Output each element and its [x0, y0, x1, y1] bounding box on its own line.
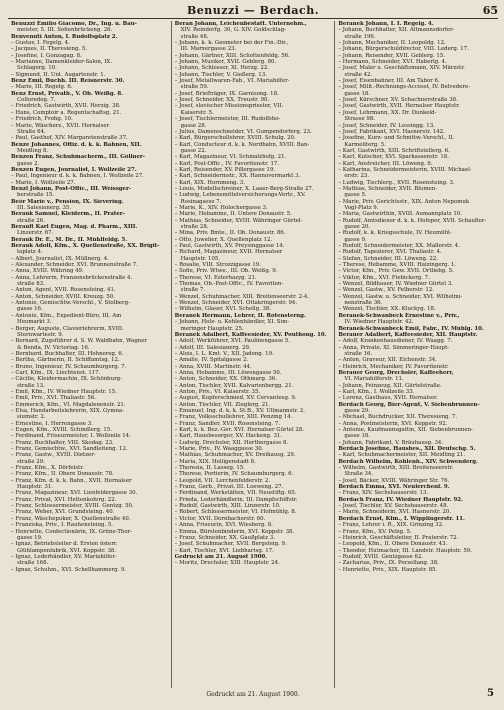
- directory-entry: Meidling 8.: [17, 147, 49, 154]
- directory-entry: – Johann, Fabrikant, V. Bräuhausg. 34.: [338, 439, 444, 446]
- directory-entry: straße 28.: [180, 224, 209, 230]
- directory-entry: Benuzzi Emilio Giacomo, Dr., Ing. u. Bau-: [11, 21, 137, 27]
- directory-entry: – Wenzel, Schneider, XVI. Ottakringerstr. 94.: [174, 300, 298, 307]
- directory-entry: – Leopold, VII. Lerchenfelderstr. 2.: [174, 477, 271, 484]
- directory-entry: – Anton, Agent, XVII. Rosensteing. 41.: [11, 287, 116, 294]
- directory-entry: Strasse 98.: [344, 116, 376, 123]
- directory-entry: – Anna, Postmeisterin, XVI. Koppstr. 92.: [338, 420, 448, 427]
- page-footer: [8, 688, 498, 700]
- directory-entry: – Zacharias, Priv., IX. Porzellang. 38.: [338, 560, 439, 567]
- directory-entry: – Marie, Schneiderin, XVI. Hasnerstr. 20.: [338, 509, 451, 516]
- directory-entry: – Josef, Eisenbahner, III. Am Tabor 6.: [338, 78, 440, 85]
- directory-entry: – Sofie, Priv. Wtwe., III. Ob. Weißg. 9.: [174, 268, 278, 275]
- directory-entry: – Wilhelm, Glaser, XVI. Schellg. 38.: [174, 306, 272, 313]
- directory-entry: gasse 2.: [17, 160, 40, 167]
- directory-entry: – Paul, Gasthof, XIV. Margaretenstraße 37.: [11, 135, 128, 142]
- directory-entry: – Anna, XVIII. Währing 49.: [11, 268, 84, 275]
- directory-entry: – Marie, Priv., IV. Waaggasse 30.: [174, 446, 264, 453]
- directory-entry: Berauk Adolf, Kfm., X. Quellenstraße, XX. Brigit-: [11, 243, 160, 250]
- directory-entry: – Marie, Hebamme, II. Untere Donaustr. 5.: [174, 211, 292, 218]
- directory-entry: berstraße 15.: [17, 192, 55, 199]
- directory-entry: – Anna, Lehrerin, Franzensbrückenstraße 4.: [11, 274, 133, 281]
- directory-entry: Berauer Adalbert, Kaffeesieder, XII. Hauptstr.: [338, 331, 478, 338]
- directory-entry: – Josef, Milit.-Rechnungs-Accesst, IV. Belvedere-: [338, 84, 471, 91]
- directory-entry: – Alexander, Schneider, XVI. Brunnenstraße 7.: [11, 262, 138, 269]
- signature-mark: 5: [487, 688, 494, 699]
- directory-entry: Berdach Josefine, Hausbes., XII. Deutschg. 5.: [338, 446, 476, 453]
- column-3: [334, 21, 498, 688]
- directory-entry: Heumarkt 3.: [17, 319, 52, 326]
- directory-entry: Colloredog. 7.: [17, 97, 56, 104]
- directory-entry: – Amalie, IV. Spitalgasse 2.: [174, 357, 249, 364]
- directory-entry: – Johann, Gärtner, XIII. Schottenfeldg. 56.: [174, 52, 290, 59]
- directory-entry: – Franz, Schneider, XX. Gaußplatz 3.: [174, 534, 275, 541]
- directory-entry: – Adolf, III. Salesianerg. 29.: [174, 344, 251, 351]
- directory-entry: – Anton, Schneider, XVIII. Kreuzg. 50.: [11, 293, 115, 300]
- directory-entry: – Rudolf, Amtsdiener d. k. k. Hofoper, XVII. Schaufler-: [338, 217, 487, 224]
- directory-entry: – Emil, Kfm., IV. Wiedner Hauptstr. 15.: [11, 388, 117, 395]
- directory-entry: straße 59.: [180, 84, 209, 91]
- page-number: 65: [482, 4, 498, 17]
- directory-entry: – Marie, III. Regelg. 6.: [11, 84, 73, 91]
- directory-entry: – Karl, Anstreicher, III. Löweng. 6.: [338, 160, 433, 167]
- directory-entry: – Josef, Schneider, XX. Treustr. 90.: [174, 97, 270, 104]
- directory-entry: gasse 19.: [17, 534, 43, 541]
- column-1: [8, 21, 171, 688]
- directory-entry: – Franz, Lehrer i. R., XIX. Grinzing 32.: [338, 522, 444, 529]
- directory-entry: – Karl, Conducteur d. k. k. Nordbahn, XVIII. Ban-: [174, 141, 310, 148]
- directory-entry: – Josef, Bäcker, XVIII. Währinger Str. 76.: [338, 477, 450, 484]
- directory-entry: Linzerstr. 67.: [17, 230, 54, 237]
- directory-entry: – Antonie, Gemischtw.-Verschl., V. Stolberg-: [11, 300, 130, 307]
- directory-entry: – Franz, Privat, XVI. Hettenkoferg. 22.: [11, 496, 117, 503]
- directory-entry: – Franz, Magazineur, XVI. Lienfeldergasse 30.: [11, 490, 138, 497]
- directory-entry: – Bertha, Gärtnerin, II. Schiffamtsg. 12.: [11, 357, 120, 364]
- directory-entry: – Franz, Gerb., Privat. III. Loeweng. 27.: [174, 484, 284, 491]
- directory-entry: – Franz, XIV. Sechshauserstr. 13.: [338, 490, 429, 497]
- directory-entry: Berdach Emma, XVI. Neulerchenf. 9.: [338, 484, 450, 491]
- directory-entry: straße 16.: [344, 350, 373, 357]
- directory-entry: – Josefine, Kurz- und Schnittw.-Verschl., II.: [338, 135, 455, 142]
- directory-entry: – Bernard, Zugsführer d. S. W. Waldbahn, Wagner: [11, 338, 148, 345]
- directory-entry: gasse 16.: [17, 306, 43, 313]
- directory-entry: – Rosalie, VIII. Strozzigasse 19.: [174, 262, 261, 269]
- directory-entry: – Albert, Journalist, IX. Müllnerg. 4.: [11, 255, 109, 262]
- directory-entry: straße 26.: [17, 217, 45, 224]
- directory-entry: – Johann, Musiker, XVII. Geblerg. 80.: [174, 59, 277, 66]
- directory-entry: meringer Hauptstr. 25.: [180, 325, 244, 332]
- directory-entry: – Marianne, Damenkleider-Salon, IX.: [11, 59, 112, 66]
- directory-entry: – Julius, Damenschneider, VI. Gumpendorferg. 23.: [174, 128, 312, 135]
- directory-entry: Hauptstr. 105.: [180, 255, 221, 262]
- directory-entry: – Lorenz, Gasthaus, XVII. Hernalser.: [338, 395, 438, 402]
- directory-entry: III. Salesianerg. 35.: [17, 204, 72, 211]
- page-header: [8, 4, 498, 19]
- directory-entry: – Thomas, Ob.-Post-Offic., IV. Favoriten-: [174, 281, 284, 288]
- directory-entry: Berdach Wilhelm, Kohlenh., XIV. Schwenderg.: [338, 458, 478, 465]
- directory-entry: – Ignaz, Betriebsleiter d. Ersten österr.: [11, 541, 118, 548]
- directory-entry: – Friedrich, Frohg. 10.: [11, 116, 73, 123]
- directory-entry: – Ignaz, Lederhändler, XV. Mariahilfer-: [11, 553, 117, 560]
- running-title: Benuzzi — Berdach.: [186, 4, 320, 17]
- directory-entry: straße 168.: [17, 560, 49, 567]
- directory-entry: – Carl, Kfm., IX. Liechtenst. 117.: [11, 369, 101, 376]
- directory-entry: – Anton, Priv., VI. Kaiserstr. 35.: [174, 388, 261, 395]
- directory-entry: – Josef, Tischlermeister, III. Rudolfsho-: [174, 116, 281, 123]
- directory-entry: – Michael, Buchdrucker, XII. Theresieng. 7.: [338, 414, 458, 421]
- directory-entry: gasse 28.: [180, 122, 207, 129]
- directory-entry: Vogl-Platz 9.: [344, 204, 379, 211]
- directory-entry: – Marie, Wäscherz., XVII. Hernalser: [11, 122, 110, 129]
- directory-entry: straße 7.: [180, 287, 206, 294]
- directory-entry: – Hermann, Schneider, XVI. Haberlg. 4.: [338, 59, 447, 66]
- directory-entry: – Karl, XIX. Hornmeng. 3.: [174, 179, 246, 186]
- directory-entry: – Antonie, Kfm., Expedient-Büro, III. Am: [11, 312, 122, 319]
- directory-entry: Berdach Franz, IV. Wiedner Hauptstr. 92.: [338, 496, 463, 503]
- directory-entry: gasse 29.: [344, 407, 371, 414]
- directory-entry: – Jacques, II. Theresieng. 5.: [11, 46, 87, 53]
- directory-entry: – Johann, Tischler, V. Gießerg. 13.: [174, 71, 267, 78]
- print-date: Gedruckt am 21. August 1900.: [206, 691, 300, 698]
- directory-entry: – Josef, Tischler, XV. Sechshauserstr. 48.: [338, 503, 449, 510]
- directory-entry: XIV. Reindorfg. 30, G. XIV. Goldschlag-: [180, 27, 286, 34]
- directory-entry: – Paul, Gastwirth, XV. Preysinggasse 14.: [174, 243, 285, 250]
- directory-entry: – Johann, Holz- u. Kohlenhändler, XI. Sim-: [174, 319, 290, 326]
- directory-entry: Benzen Eugen, Journalist, I. Wollzeile 27.: [11, 166, 137, 173]
- directory-entry: erstr. 23.: [344, 173, 370, 180]
- directory-entry: Benz Ernst, Privatb., V. Ob. Weißg. 8.: [11, 90, 123, 97]
- directory-entry: – Marie, K., XIV. Holochergasse 3.: [174, 204, 268, 211]
- directory-entry: Berdach Ernst, Kfm., I. Wipplingerstr. 11.: [338, 515, 465, 522]
- directory-entry: – Frieda, Lederhändlerin, III. Dampfschiffstr.: [174, 496, 298, 503]
- directory-entry: – Franz, Kfm. d. k. k. Bahn., XVII. Hernalser: [11, 477, 132, 484]
- directory-entry: – Alois, I. L. Kmt. V., XII. Jadeng. 19.: [174, 350, 274, 357]
- directory-entry: straße 48.: [180, 33, 209, 40]
- column-2: [171, 21, 335, 688]
- directory-entry: – Viktor, Kfm., XVI. Fiebickerg. 7.: [338, 274, 430, 281]
- directory-entry: – Cäcilie, Kleidermachin, IX. Schönburg-: [11, 376, 122, 383]
- directory-entry: – Emanuel, Ing. d. k. k. St.B., XV. Ullmannstr. 2.: [174, 407, 306, 414]
- directory-entry: – Therese, VI. Esterhazyg. 21.: [174, 274, 257, 281]
- directory-entry: – Rudolf, Gastwirth, XIII. Linzerstr. 10.: [174, 503, 281, 510]
- directory-entry: – Emmerich, Kfm., VI. Magdalenenstr. 21.: [11, 401, 126, 408]
- directory-entry: Straße 34.: [344, 471, 374, 478]
- directory-entry: – Johann, Reisender, XVII. Geblerg. 15.: [338, 52, 445, 59]
- directory-entry: – Josef, Fabrikant, XVI. Hasnerstr. 142.: [338, 128, 445, 135]
- directory-entry: – Karl, Magazineur, VI. Schmalzhofg. 21.: [174, 154, 287, 161]
- directory-entry: Benz Emil, Buchh. III. Reisnerstr. 30.: [11, 78, 125, 85]
- directory-entry: Kaiserstr. 5.: [180, 109, 214, 116]
- directory-entry: – Maria, XIX. Heiligenstadt 8.: [174, 458, 256, 465]
- directory-entry: Straße 64.: [17, 128, 46, 135]
- directory-entry: – Mathias, Schneider, XVIII. Währinger Gürtel-: [174, 217, 303, 224]
- directory-entry: – Louis, Modellschreiner, X. Laaer-Berg-Straße 27.: [174, 185, 314, 192]
- directory-entry: – August, Kupferschmied, XV. Cervantesg. 9.: [174, 395, 297, 402]
- directory-entry: – Wenzel, Gastw., XV. Felberstr. 12.: [338, 287, 434, 294]
- directory-entry: – Moritz, Drechsler, XIII. Hauptstr. 24.: [174, 560, 280, 567]
- directory-entry: – Anna, Friseurin, XVI. Wiesberg. 8.: [174, 522, 273, 529]
- directory-entry: – Marie, I. Wollzeile 27.: [11, 179, 76, 186]
- directory-entry: – Karl, Bürgerschullehrer, XVIII. Schulg. 20.: [174, 135, 296, 142]
- directory-entry: – Josef, Metallwaren-Fab., VI. Mariahilfer-: [174, 78, 290, 85]
- directory-entry: Beranek Johann, I. I. Regelg. 4.: [338, 21, 434, 27]
- directory-entry: – Ernestine, I. Herrengasse 3.: [11, 420, 93, 427]
- directory-entry: – Johann, k. k. Geometer bei der Fin.-Dir.,: [174, 40, 289, 47]
- directory-entry: Berauk Samuel, Kleiderm., II. Prater-: [11, 211, 125, 218]
- directory-entry: – Karl, Post-Offic., IV. Favoritenstr. 17.: [174, 160, 280, 167]
- directory-entry: – Ludwig, Lebensmittelversicherungs-Vertr., XV.: [174, 192, 306, 199]
- directory-entry: – Richard, Magazineur, XVII. Hernalser: [174, 249, 283, 256]
- directory-entry: – Bernhard, Buchhalter, III. Hohnereg. 6.: [11, 350, 124, 357]
- directory-entry: Schlagerg. 10.: [17, 65, 57, 72]
- directory-entry: – Wenzel, Tischler, XX. Kluckyg. 18.: [338, 306, 436, 313]
- directory-entry: – Franz, Gemischtw., XVI. Sandleiteng. 12.: [11, 446, 128, 453]
- directory-entry: Beranek Adalbert, Kaffeesieder, XV. Pouthong. 10.: [174, 331, 327, 338]
- directory-entry: Beranek Hermann, Lehrer, II. Rotensterng.: [174, 312, 306, 319]
- directory-entry: – Gustav, I. Fegelg. 4.: [11, 40, 70, 47]
- directory-entry: straße 196.: [344, 33, 376, 40]
- directory-entry: Beör Marie v., Pension, IX. Sievering.: [11, 198, 124, 205]
- directory-entry: – Sigmund, II. Unt. Augartenstr. 1.: [11, 71, 106, 78]
- directory-entry: Beran Johann, Leichenbestatt. Unternehm.,: [174, 21, 307, 27]
- directory-entry: – Ignaz, Schuhm., XVI. Schellhammerg. 9.: [11, 566, 127, 573]
- directory-entry: straße 83.: [17, 281, 45, 288]
- directory-entry: & Benda, IV. Victoriag. 16.: [17, 344, 90, 351]
- directory-entry: – Franz, Wäschepuker, X. Quellenstraße 40.: [11, 515, 131, 522]
- directory-entry: taplatz 4.: [17, 249, 43, 256]
- directory-entry: – Ludwig, Tischlerg., XVII. Rosensteing. 3.: [338, 179, 455, 186]
- directory-entry: – Adolf, Krankenhausdiener, IV. Waagg. 7.: [338, 338, 453, 345]
- directory-entry: – Karl, Schneidermstr., XX. Hannovermarkt 3.: [174, 173, 301, 180]
- directory-entry: – Josef, Lehrmann, XX. Dr. Dunkeld-: [338, 109, 437, 116]
- directory-entry: III. Marxergasse 23.: [180, 46, 237, 53]
- directory-entry: Berdach Georg, Bier-Agent, V. Siebenbrunnen-: [338, 401, 480, 408]
- directory-entry: – Johann, Buchhalter, XII. Altmannsdorfer-: [338, 27, 455, 34]
- directory-entry: – Antonie, Kaufmannsgattin, XII. Siebenbrunnen-: [338, 427, 473, 433]
- directory-entry: – Anna, XVIII. Martinstr. 44.: [174, 363, 252, 370]
- directory-entry: – Ludwig, Drechsler, XII. Herthergasse 8.: [174, 439, 289, 446]
- directory-entry: Rosinagasse 7.: [180, 198, 222, 205]
- directory-entry: gasse 18.: [344, 433, 371, 440]
- directory-entry: – Wenzel, Bildhauer, IV. Wiedner Gürtel 3.: [338, 281, 453, 288]
- directory-entry: – Franz, Kfm., X. Dörfelstr.: [11, 465, 84, 472]
- directory-entry: – Katharina, Schneidermeisterin, XVIII. Michael-: [338, 166, 472, 173]
- directory-entry: Karmeliterg. 5.: [344, 141, 386, 148]
- directory-entry: – Franziska, Priv., I. Rauhensteing. 5.: [11, 522, 114, 529]
- directory-entry: – Josef, slavischer Missionspriester, VII.: [174, 103, 284, 110]
- directory-entry: – Emma, Bürstenbinderin, XVI. Koppstr. 38.: [174, 528, 295, 535]
- directory-entry: Sternwartestr. 9.: [17, 331, 64, 338]
- directory-entry: – Rudolf, Schneidermeister, XX. Mallerstr. 4.: [338, 243, 460, 250]
- directory-entry: gasse 18.: [344, 90, 371, 97]
- directory-entry: – Rudolf, k. k. Kriegsschule, IV. Heumühl-: [338, 230, 452, 237]
- directory-entry: – Franz, Schlossermeister, XVIII. Gentzg. 50.: [11, 503, 134, 510]
- directory-entry: – Karl, Hausbesorger, XV. Hackeng. 31.: [174, 433, 283, 440]
- directory-entry: – Anton, Schneider, XX. Othmarg. 36.: [174, 376, 277, 383]
- directory-entry: – Anton, Tischler, VII. Zieglerg. 21.: [174, 401, 271, 408]
- directory-entry: Beranek-Schwanbeck Ernestine v., Priv.,: [338, 312, 460, 319]
- directory-entry: – Franz, Weber, XVI. Grundsteing. 40.: [11, 509, 115, 516]
- directory-entry: – Robert, Schlossermeister, VI. Hofmühlg. 8.: [174, 509, 297, 516]
- directory-entry: nenstraße 36.: [344, 300, 383, 307]
- directory-entry: siumstr. 2.: [17, 414, 46, 421]
- directory-entry: – Emil, Priv., XVI. Thaliastr. 56.: [11, 395, 96, 402]
- directory-entry: – Franz, Buchhalter, VIII. Skodag. 23.: [11, 439, 114, 446]
- directory-entry: – Franz, Sandler, XVII. Rosensteing. 7.: [174, 420, 280, 427]
- directory-entry: – Josef, Schneider, IV. Lessingg. 13.: [338, 122, 435, 129]
- directory-entry: – Josef, Gastwirth, XVII. Hernalser Hauptstr.: [338, 103, 460, 110]
- directory-entry: – Anton, Tischler, XVII. Kalvarienbergg. 21.: [174, 382, 294, 389]
- directory-entry: Berauer Georg, Drechsler, Kaffeeherr,: [338, 369, 454, 376]
- directory-entry: gasse 5.: [344, 192, 367, 199]
- directory-entry: – Karl, Kfm., I. Wollzeile 33.: [338, 388, 415, 395]
- directory-entry: VI. Mariahilferstr. 11.: [344, 376, 404, 383]
- directory-entry: – Josef, Schuhmacher, XVII. Bergsteig. 9.: [174, 541, 287, 548]
- directory-entry: – Karl, Reisender, XV. Pillergasse 19.: [174, 166, 275, 173]
- directory-entry: – Wenzel, Schuhmacher, XIII. Breitenseerstr. 2-4.: [174, 293, 309, 300]
- directory-entry: – Victor, XVII. Dornbacherstr. 60.: [174, 515, 266, 522]
- directory-entry: – Rudolf, Tapezierer, XVI. Thaliastr. 4.: [338, 249, 442, 256]
- directory-entry: gasse 20.: [344, 224, 371, 230]
- directory-entry: – Franz, Volksschullehrer, XIII. Penzing 14.: [174, 414, 293, 421]
- directory-entry: – Berger, Auguste, Clavierlehrerin, XVIII.: [11, 325, 124, 332]
- directory-entry: – Anton, Graveur, XII. Eichenstr. 34.: [338, 357, 437, 364]
- directory-entry: – Elsa, Handarbeitslehrerin, XIX. Gymna-: [11, 407, 124, 414]
- directory-entry: – Rudolf, XVIII. Gentzgasse 62.: [338, 553, 424, 560]
- directory-entry: – Karl, Gastwirth, XIII. Schriftstellerg. 6.: [338, 147, 450, 154]
- directory-entry: – Wenzel, Gastw. u. Schneider, XVI. Wilhelmi-: [338, 293, 463, 300]
- directory-entry: straße 13.: [17, 382, 45, 389]
- directory-entry: Beranek-Schwanbeck Emil, Fabr., IV. Mühlg. 10.: [338, 325, 484, 332]
- directory-entry: – Johann, Mechaniker, II. Leopoldg. 12.: [338, 40, 446, 47]
- directory-entry: – Johann, Schlosser, XI. Herzg. 22.: [174, 65, 269, 72]
- directory-entry: – Franz, Kfm., II. Obere Donaustr. 78.: [11, 471, 114, 478]
- directory-entry: IV. Wiedner Hauptstr. 42.: [344, 319, 414, 326]
- directory-entry: – Mina, Priv. Bmte., II. Ob. Donaustr. 86.: [174, 230, 286, 237]
- directory-entry: gasse 22.: [180, 147, 207, 154]
- directory-entry: – Josef, Briefträger, IX. Garnisong. 18.: [174, 90, 279, 97]
- directory-entry: – Anna, Private, XI. Simmeringer-Haupt-: [338, 344, 450, 351]
- directory-entry: Benzl Johann, Post-Offic., III. Weissger-: [11, 185, 132, 192]
- columns: [8, 21, 498, 688]
- directory-entry: – Friedrich, Gastwirth, XVII. Herzig. 38.: [11, 103, 121, 110]
- directory-entry: straße 42.: [344, 71, 373, 78]
- directory-entry: – Heinrich, Geschäftsleiter, II. Praterstr. 72.: [338, 534, 459, 541]
- directory-entry: Berauk Dr. E., M. Dr., II. Mühlfeldg. 5.: [11, 236, 128, 243]
- directory-entry: – Theodor, Hutmacher, III. Landstr. Hauptstr. 59.: [338, 547, 472, 554]
- directory-entry: – Anna, Hebamme, III. Löwengasse 50.: [174, 369, 282, 376]
- directory-entry: – Henriette, Priv., XIX. Hauptstr. 85.: [338, 566, 438, 573]
- directory-entry: – Wilhelm, Gastwirth, XIII. Breitenseerstr.: [338, 465, 454, 472]
- directory-entry: – Mathias, Schuhmacher, XV. Dreihausg. 29.: [174, 452, 296, 459]
- directory-entry: Benze Johannes, Offiz. d. k. k. Bahnen, XII.: [11, 141, 142, 148]
- directory-entry: – Karl, Tischler, XVI. Liebhartsg. 17.: [174, 547, 274, 554]
- directory-entry: Benvenuti Anton, I. Rudolfsplatz 2.: [11, 33, 118, 40]
- directory-entry: – Hans, Comptoir a. Regentschaftsg. 21.: [11, 109, 122, 116]
- directory-entry: – Eugen, Kfm., XVIII. Schindlerg. 15.: [11, 427, 112, 433]
- directory-entry: – Leopold, Kfm., II. Obere Donaustr. 43.: [338, 541, 448, 548]
- directory-entry: – Josef, Kürschner, XV. Schachnerstraße 38.: [338, 97, 458, 104]
- directory-entry: Berault Karl Eugen, Mag. d. Pharm., XIII.: [11, 224, 138, 230]
- directory-entry: – Therese, Portierin, IV. Schaumburgerg. 6.: [174, 471, 294, 478]
- directory-entry: – Heinrich, Mechaniker, IV. Favoritenstr.: [338, 363, 449, 370]
- directory-entry: Benzen Franz, Schuhmacherm., III. Göllner-: [11, 154, 145, 161]
- directory-entry: – Ferdinand, Werkstätten, VII. Neustiftg. 65.: [174, 490, 297, 497]
- directory-entry: – Stefan, Schneider, III. Löweng. 22.: [338, 255, 438, 262]
- directory-entry: – Theresia, II. Lasseg. 15.: [174, 465, 245, 472]
- directory-entry: – Karl, k. k. Bez.-Ger. XVI. Hernalser Gürtel 28.: [174, 427, 305, 433]
- directory-entry: Glühlampenfabrik, XVI. Koppstr. 38.: [17, 547, 117, 554]
- directory-entry: – Marie, Priv. Gerichtsstr., XIX. Anton Nepomuk: [338, 198, 470, 205]
- directory-entry: – Therese, Hebamme, XVIII. Haizingerg. 1.: [338, 262, 457, 269]
- directory-entry: – Karl, Kutscher, XVI. Sparkassenstr. 18.: [338, 154, 449, 161]
- directory-entry: – Bruno, Ingenieur, IV. Schaumburgerg. 7.: [11, 363, 127, 370]
- directory-entry: – Adolf, Werkführer, XVI. Paulinengasse 5.: [174, 338, 291, 345]
- directory-entry: – Johann, Bürgerschuldirector, VIII. Lederg. 17.: [338, 46, 469, 53]
- directory-entry: gasse 9.: [344, 236, 367, 243]
- directory-entry: – Henriette, Confectionärin, IX. Grüne-Thor-: [11, 528, 133, 535]
- directory-entry: – Mathias, Schneider, XVII. Blumen-: [338, 185, 438, 192]
- directory-entry: – Karl, Schuhmachermeister, XII. Meidling 21.: [338, 452, 466, 459]
- directory-entry: – Johann, Feinzeug, XII. Gürtelstraße.: [338, 382, 442, 389]
- directory-entry: Gedruckt am 21. August 1900.: [174, 553, 268, 560]
- directory-entry: – Josefine, I. Gonzagag. 8.: [11, 52, 82, 59]
- directory-entry: – Franz, Gastw., XVIII. Dietzer-: [11, 452, 96, 459]
- directory-entry: – Paul, Ingenieur d. k. k. Bahnen, I. Wollzeile 27.: [11, 173, 144, 180]
- directory-entry: meister, 5. III. Sofienbrückeng. 26.: [17, 27, 113, 34]
- directory-entry: Hauptstr. 31.: [17, 484, 53, 491]
- directory-entry: – Ferdinand, Friseurmeister, I. Wollzeile 14.: [11, 433, 131, 440]
- directory-entry: – Otto, Juwelier, X. Quellenplatz 12.: [174, 236, 273, 243]
- directory-entry: – Maria, Gastwirthin, XVIII. Aumannplatz 10.: [338, 211, 462, 218]
- directory-entry: straße 29.: [17, 458, 45, 465]
- directory-entry: – Victor, Kfm., Priv. Gew. XVII. Ortliebg. 5.: [338, 268, 454, 275]
- directory-entry: – Josef, Maler u. Geschäftsmann, XIV. Märzstr.: [338, 65, 465, 72]
- directory-entry: – Franz, Kfm., XV. Pelzg. 5.: [338, 528, 412, 535]
